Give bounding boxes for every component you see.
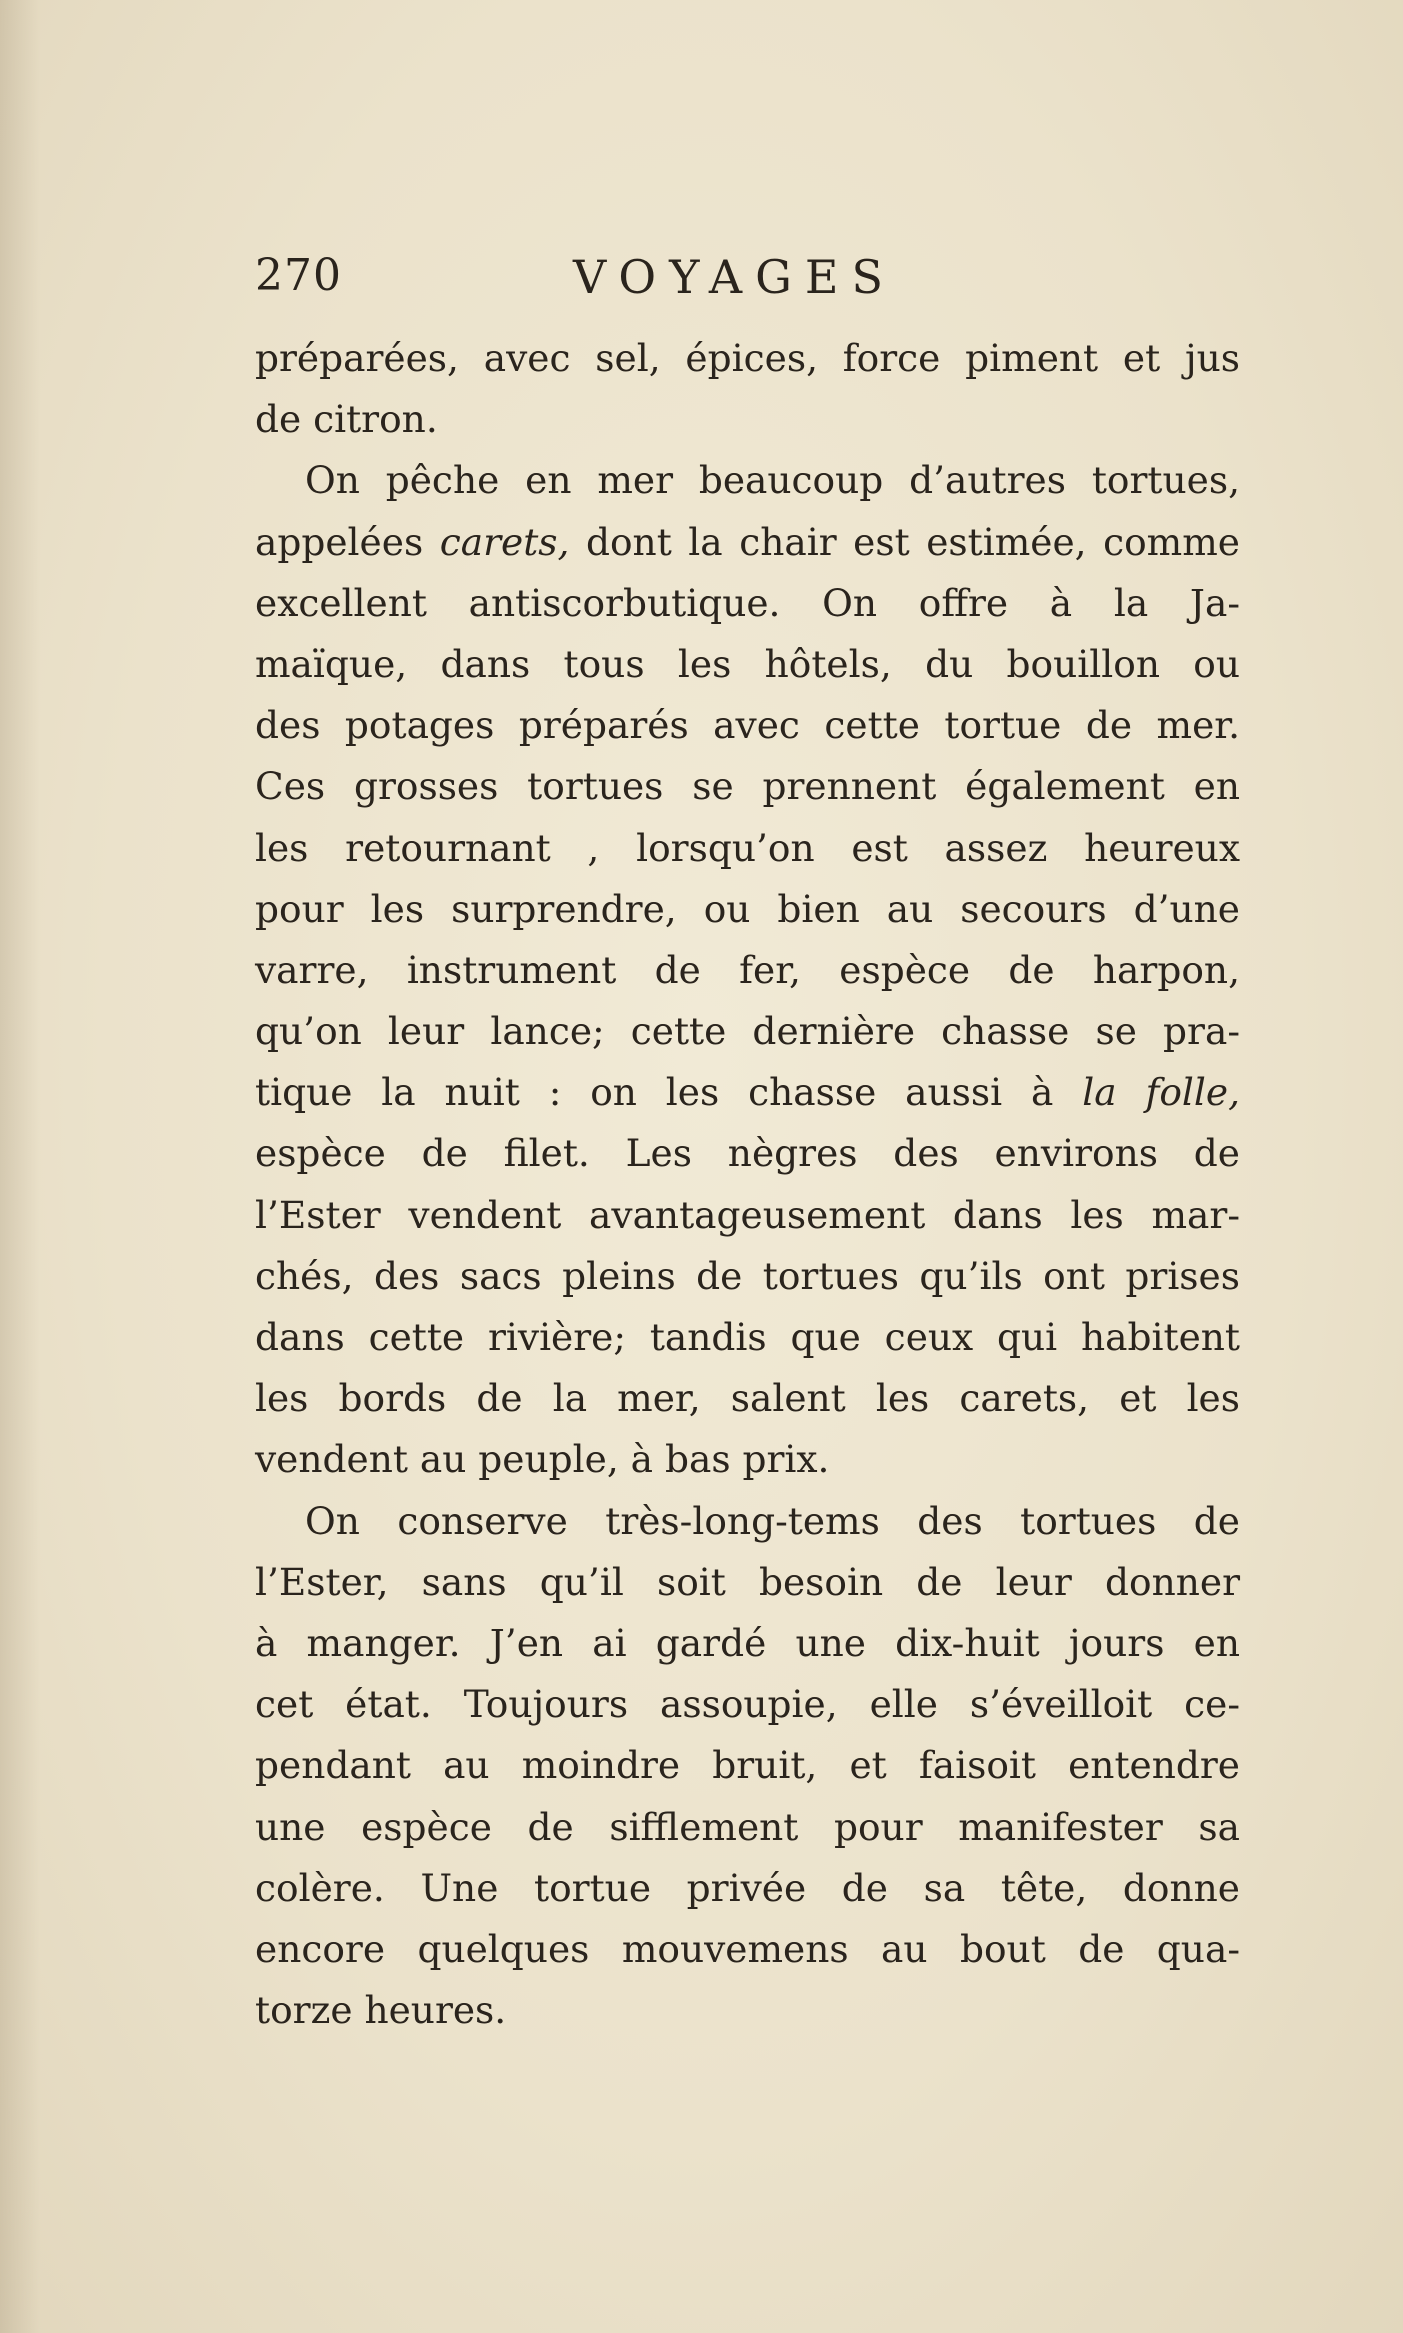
text-line: espèce de filet. Les nègres des environs de (255, 1131, 1240, 1176)
text-line: une espèce de sifflement pour manifester sa (255, 1804, 1240, 1849)
italic-term-la-folle: la folle, (1082, 1070, 1241, 1115)
italic-term-carets: carets, (439, 519, 570, 564)
text-line: les bords de la mer, salent les carets, et les (255, 1376, 1240, 1421)
running-title: VOYAGES (573, 250, 896, 304)
text-line: de citron. (255, 397, 438, 442)
text-line: maïque, dans tous les hôtels, du bouillon ou (255, 641, 1240, 686)
text-fragment: dont la chair est estimée, comme (569, 519, 1240, 564)
text-line: cet état. Toujours assoupie, elle s’éveilloit ce- (255, 1682, 1240, 1727)
text-line: Ces grosses tortues se prennent également en (255, 764, 1240, 809)
text-line: encore quelques mouvemens au bout de qua- (255, 1926, 1240, 1971)
text-fragment: appelées (255, 519, 440, 564)
text-line: préparées, avec sel, épices, force piment et jus (255, 336, 1240, 380)
text-line: l’Ester, sans qu’il soit besoin de leur donner (255, 1559, 1240, 1604)
body-text (255, 328, 1240, 2041)
text-line: pendant au moindre bruit, et faisoit entendre (255, 1743, 1240, 1788)
text-line: On pêche en mer beaucoup d’autres tortues, (305, 458, 1240, 503)
text-line: des potages préparés avec cette tortue de mer. (255, 703, 1240, 748)
text-line: dans cette rivière; tandis que ceux qui habitent (255, 1315, 1240, 1359)
text-line (255, 1062, 1240, 1123)
text-line: On conserve très-long-tems des tortues de (305, 1498, 1240, 1543)
text-line: vendent au peuple, à bas prix. (255, 1437, 830, 1482)
text-line: torze heures. (255, 1988, 507, 2033)
text-line: chés, des sacs pleins de tortues qu’ils ont prises (255, 1253, 1240, 1298)
text-line: excellent antiscorbutique. On offre à la Ja- (255, 580, 1240, 625)
text-line: les retournant , lorsqu’on est assez heureux (255, 825, 1240, 870)
text-line: colère. Une tortue privée de sa tête, donne (255, 1865, 1240, 1910)
page-number: 270 (255, 250, 342, 301)
text-line: qu’on leur lance; cette dernière chasse se pra- (255, 1009, 1240, 1054)
text-line (255, 512, 1240, 573)
text-line: pour les surprendre, ou bien au secours d’une (255, 886, 1240, 931)
text-line: varre, instrument de fer, espèce de harpon, (255, 947, 1240, 992)
text-line: à manger. J’en ai gardé une dix-huit jours en (255, 1620, 1240, 1665)
text-line: l’Ester vendent avantageusement dans les mar- (255, 1192, 1240, 1237)
text-fragment: tique la nuit : on les chasse aussi à (255, 1070, 1083, 1115)
page-header (255, 250, 1245, 310)
